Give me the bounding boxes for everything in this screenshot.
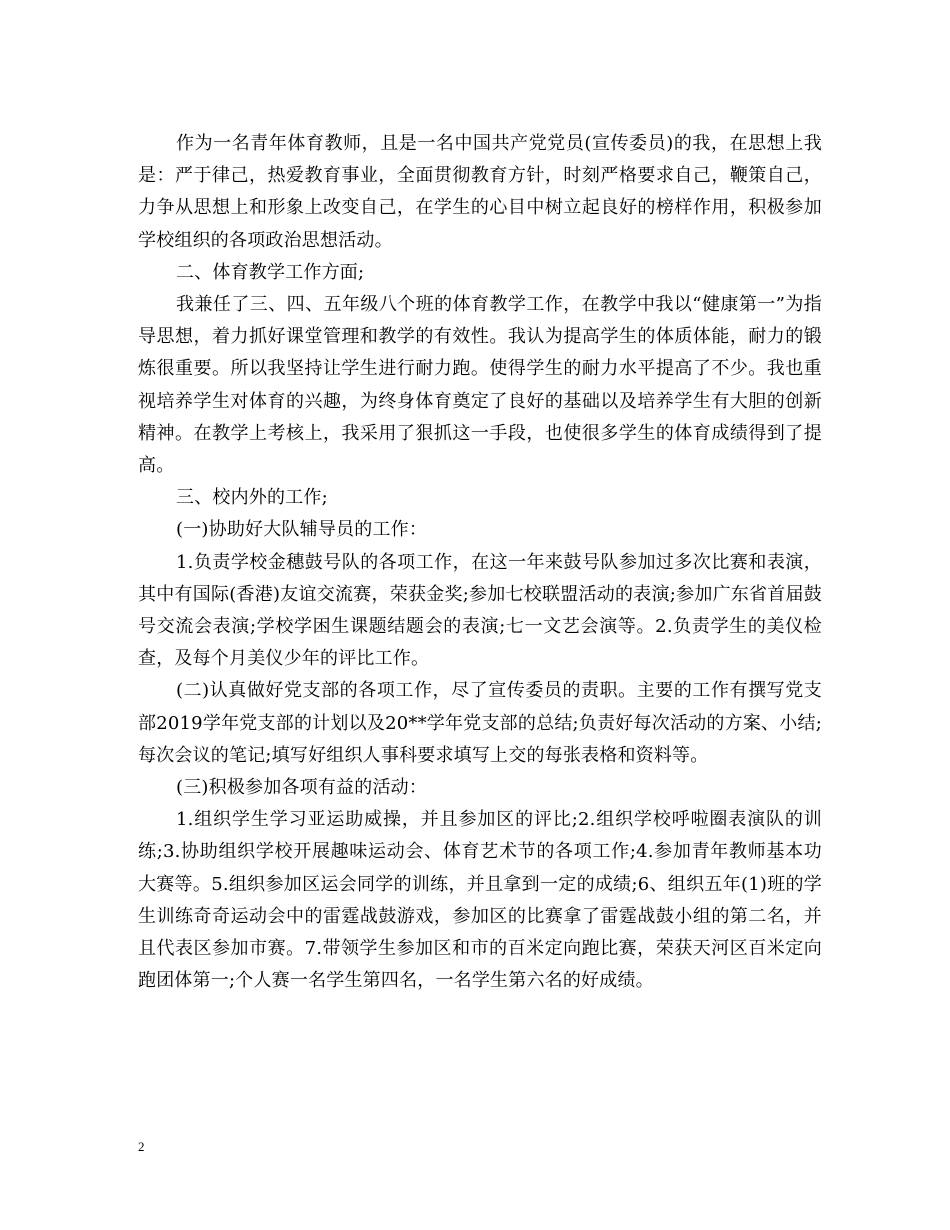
paragraph-activities: 1.组织学生学习亚运助威操，并且参加区的评比;2.组织学校呼啦圈表演队的训练;3.协助组织学校开展趣味运动会、体育艺术节的各项工作;4.参加青年教师基本功大赛等。5.组织参加区运会同学的训练，并且拿到一定的成绩;6、组织五年(1)班的学生训练奇奇运动会中的雷霆战鼓游戏，参加区的比赛拿了雷霆战鼓小组的第二名，并且代表区参加市赛。7.带领学生参加区和市的百米定向跑比赛，荣获天河区百米定向跑团体第一;个人赛一名学生第四名，一名学生第六名的好成绩。	[138, 809, 822, 992]
paragraph-party-branch: (二)认真做好党支部的各项工作，尽了宣传委员的责职。主要的工作有撰写党支部2019学年党支部的计划以及20**学年党支部的总结;负责好每次活动的方案、小结;每次会议的笔记;填写好组织人事科要求填写上交的每张表格和资料等。	[138, 680, 822, 766]
paragraph-pe-teaching: 我兼任了三、四、五年级八个班的体育教学工作，在教学中我以“健康第一”为指导思想，着力抓好课堂管理和教学的有效性。我认为提高学生的体质体能，耐力的锻炼很重要。所以我坚持让学生进行耐力跑。使得学生的耐力水平提高了不少。我也重视培养学生对体育的兴趣，为终身体育奠定了良好的基础以及培养学生有大胆的创新精神。在教学上考核上，我采用了狠抓这一手段，也使很多学生的体育成绩得到了提高。	[138, 294, 822, 477]
paragraph-drum-band: 1.负责学校金穗鼓号队的各项工作，在这一年来鼓号队参加过多次比赛和表演，其中有国际(香港)友谊交流赛，荣获金奖;参加七校联盟活动的表演;参加广东省首届鼓号交流会表演;学校学困生课题结题会的表演;七一文艺会演等。2.负责学生的美仪检查，及每个月美仪少年的评比工作。	[138, 551, 822, 670]
document-body	[138, 128, 822, 997]
subheading-assist-counselor: (一)协助好大队辅导员的工作：	[176, 519, 428, 541]
paragraph-political-thought: 作为一名青年体育教师，且是一名中国共产党党员(宣传委员)的我，在思想上我是：严于律己，热爱教育事业，全面贯彻教育方针，时刻严格要求自己，鞭策自己，力争从思想上和形象上改变自己，在学生的心目中树立起良好的榜样作用，积极参加学校组织的各项政治思想活动。	[138, 133, 822, 251]
page-number: 2	[138, 1139, 145, 1154]
subheading-activities: (三)积极参加各项有益的活动：	[176, 777, 428, 799]
heading-pe-teaching: 二、体育教学工作方面;	[176, 261, 365, 283]
heading-school-work: 三、校内外的工作;	[176, 487, 328, 509]
